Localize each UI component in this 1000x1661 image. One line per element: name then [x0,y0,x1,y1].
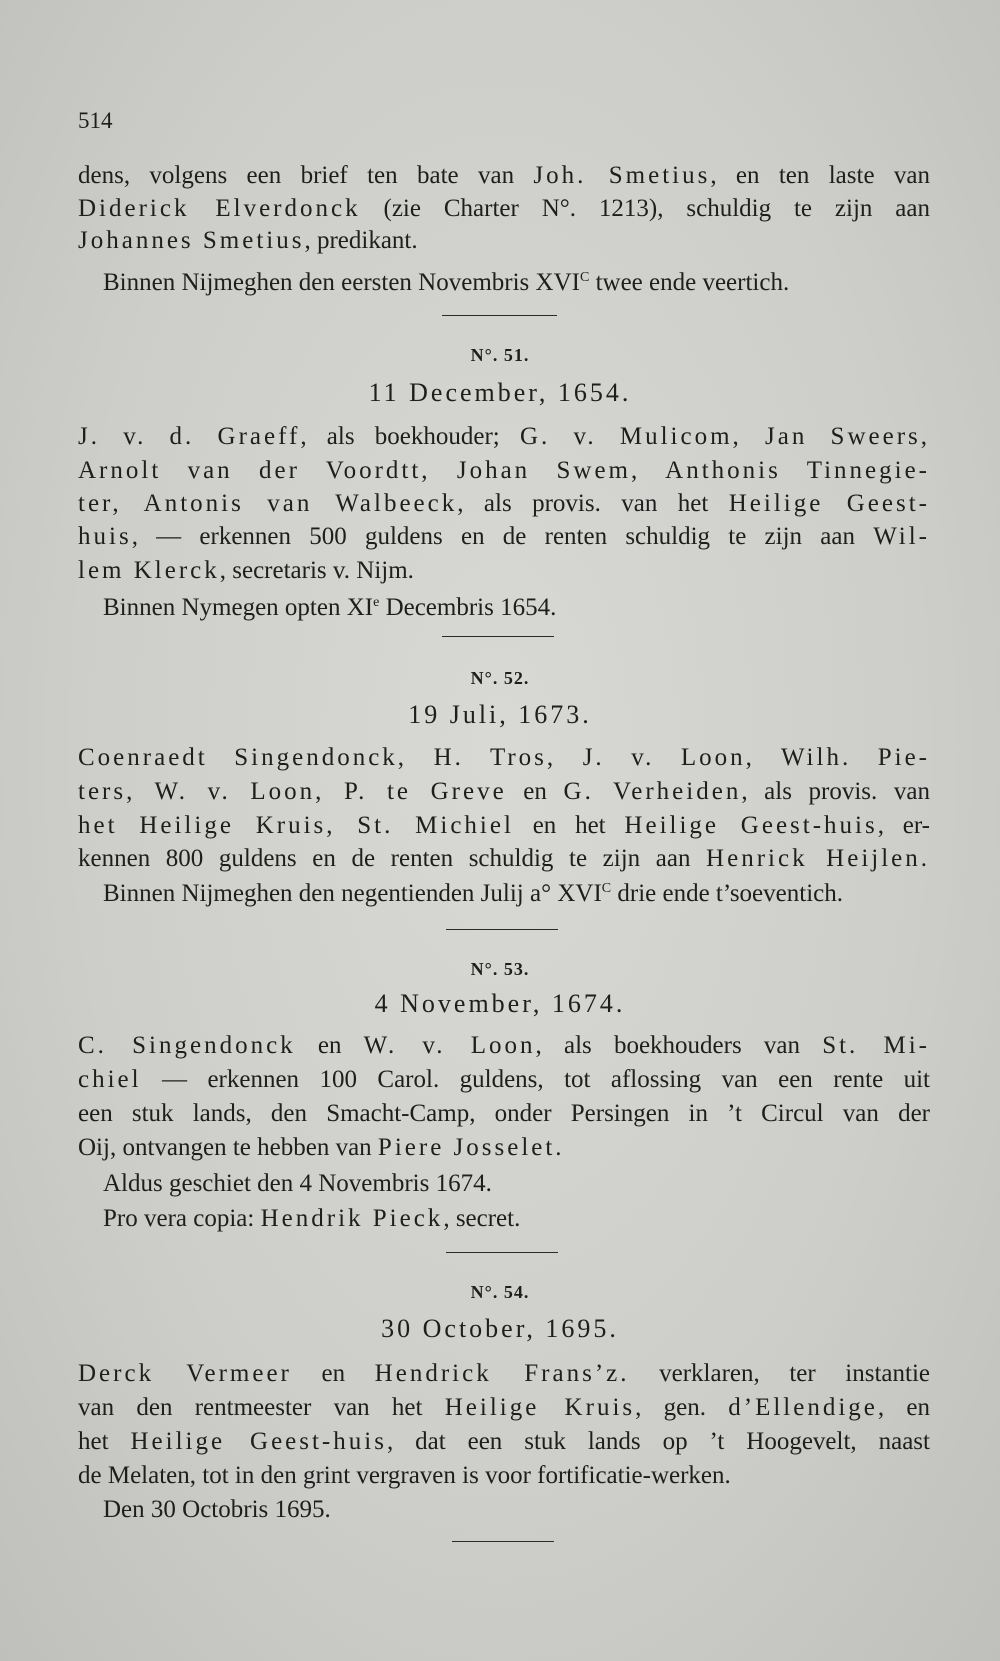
intro-line-2: Diderick Elverdonck (zie Charter N°. 1213), schuldig te zijn aan [78,195,930,222]
charter-52-line-1: Coenraedt Singendonck, H. Tros, J. v. Loon, Wilh. Pie- [78,744,930,771]
charter-53-line-2: chiel — erkennen 100 Carol. guldens, tot aflossing van een rente uit [78,1066,930,1093]
charter-number-51: N°. 51. [470,345,530,365]
charter-number-52: N°. 52. [470,668,530,688]
charter-52-line-2: ters, W. v. Loon, P. te Greve en G. Verheiden, als provis. van [78,778,930,805]
charter-date-51: 11 December, 1654. [368,378,632,407]
charter-53-line-5: Aldus geschiet den 4 Novembris 1674. [103,1170,492,1197]
charter-date-52: 19 Juli, 1673. [408,700,592,729]
intro-closing-line: Binnen Nijmeghen den eersten Novembris $XVI^C$ twee ende veertich. [103,269,790,296]
charter-51-line-3: ter, Antonis van Walbeeck, als provis. van het Heilige Geest- [78,490,930,517]
charter-53-line-3: een stuk lands, den Smacht-Camp, onder Persingen in ’t Circul van der [78,1100,930,1127]
section-divider [442,636,554,637]
charter-53-line-1: C. Singendonck en W. v. Loon, als boekhouders van St. Mi- [78,1032,931,1059]
charter-51-line-2: Arnolt van der Voordtt, Johan Swem, Anthonis Tinnegie- [78,457,930,484]
charter-54-line-4: de Melaten, tot in den grint vergraven is voor fortificatie-werken. [78,1462,731,1489]
charter-52-closing: Binnen Nijmeghen den negentienden Julij a° $XVI^C$ drie ende t’soeventich. [103,880,843,907]
charter-51-line-5: lem Klerck, secretaris v. Nijm. [78,557,414,584]
charter-date-53: 4 November, 1674. [374,989,626,1018]
section-divider [446,929,558,930]
charter-number-54: N°. 54. [470,1282,530,1302]
charter-54-line-3: het Heilige Geest-huis, dat een stuk lands op ’t Hoogevelt, naast [78,1428,930,1455]
charter-53-closing: Pro vera copia: Hendrik Pieck, secret. [103,1205,521,1232]
intro-line-3: Johannes Smetius, predikant. [78,227,418,254]
charter-date-54: 30 October, 1695. [381,1314,619,1343]
charter-51-line-4: huis, — erkennen 500 guldens en de renten schuldig te zijn aan Wil- [78,523,930,550]
charter-51-line-1: J. v. d. Graeff, als boekhouder; G. v. Mulicom, Jan Sweers, [78,423,931,450]
charter-54-line-1: Derck Vermeer en Hendrick Frans’z. verklaren, ter instantie [78,1360,930,1387]
charter-52-line-3: het Heilige Kruis, St. Michiel en het Heilige Geest-huis, er- [78,812,930,839]
intro-line-1: dens, volgens een brief ten bate van Joh. Smetius, en ten laste van [78,162,930,189]
charter-53-line-4: Oij, ontvangen te hebben van Piere Josselet. [78,1134,565,1161]
section-divider [446,1252,558,1253]
section-divider [442,315,557,316]
charter-54-closing: Den 30 Octobris 1695. [103,1496,331,1523]
page-number: 514 [78,108,113,133]
charter-54-line-2: van den rentmeester van het Heilige Kruis, gen. d’Ellendige, en [78,1394,930,1421]
charter-51-closing: Binnen Nymegen opten XIe Decembris 1654. [103,594,557,621]
charter-number-53: N°. 53. [470,959,530,979]
charter-52-line-4: kennen 800 guldens en de renten schuldig te zijn aan Henrick Heijlen. [78,845,930,872]
section-divider [452,1541,554,1542]
